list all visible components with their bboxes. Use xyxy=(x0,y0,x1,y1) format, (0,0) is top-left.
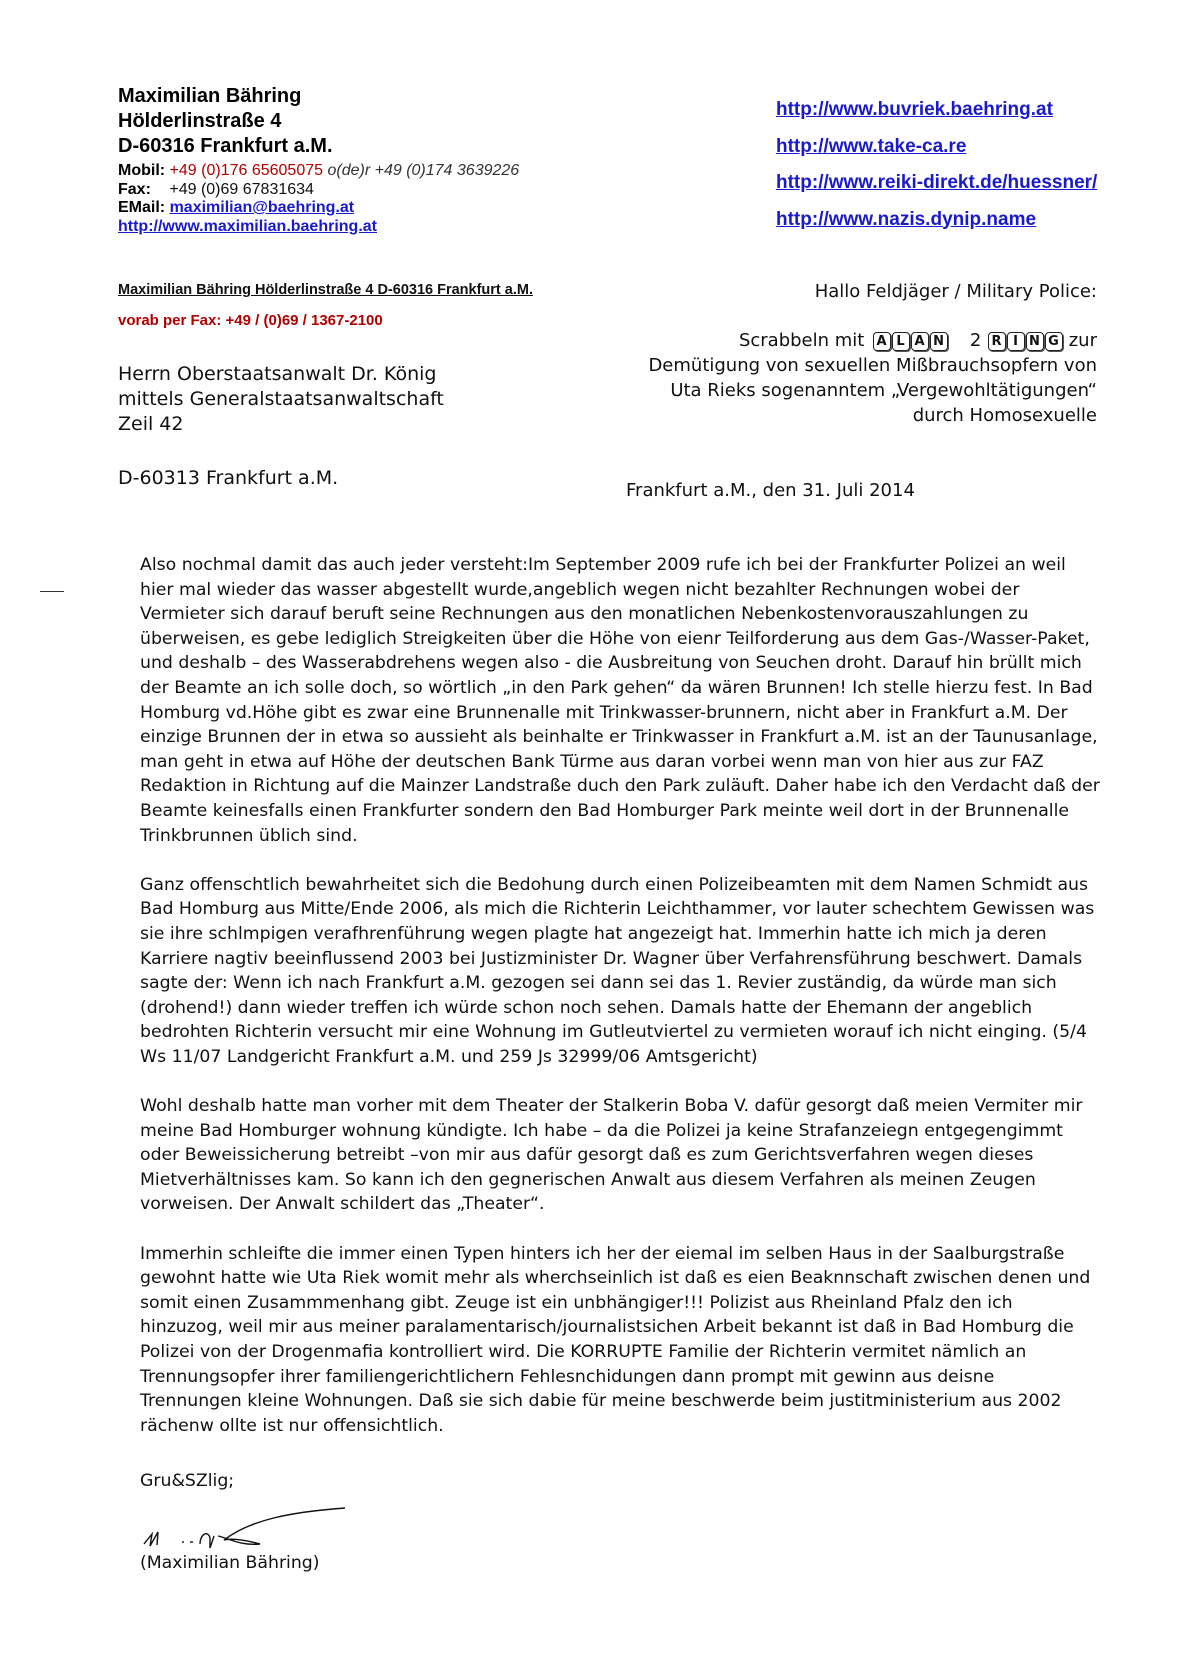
scrabble-tile: I xyxy=(1007,332,1025,351)
fax-label: Fax: xyxy=(118,180,151,198)
mobile-line xyxy=(118,162,519,181)
recipient-line-2: mittels Generalstaatsanwaltschaft xyxy=(118,388,444,410)
paragraph-3: Wohl deshalb hatte man vorher mit dem Theater der Stalkerin Boba V. dafür gesorgt daß meien Vermiter mir meine Bad Homburger wohnung kündigte. Ich habe – da die Polizei ja keine Strafanzeiegn entgegengimmt oder Beweissicherung betreibt –von mir aus dafür gesorgt daß es zum Gerichtsverfahren wegen dieses Mietverhältnisses kam. So kann ich den gegnerischen Anwalt aus diesem Verfahren als meinen Zeugen vorweisen. Der Anwalt schildert das „Theater“. xyxy=(140,1096,1083,1215)
sender-block xyxy=(118,84,333,159)
link-buvriek[interactable]: http://www.buvriek.baehring.at xyxy=(776,99,1053,120)
email-line xyxy=(118,199,519,218)
scrabble-word-1 xyxy=(872,330,954,351)
email-link[interactable]: maximilian@baehring.at xyxy=(169,199,355,216)
mobile-number-1: +49 (0)176 65605075 xyxy=(169,162,324,179)
scrabble-tile: A xyxy=(911,332,929,351)
subject-line-4: durch Homosexuelle xyxy=(912,405,1097,426)
paragraph-4: Immerhin schleifte die immer einen Typen hinters ich her der eiemal im selben Haus in der Saalburgstraße gewohnt hatte wie Uta Riek womit mehr als wherchseinlich ist daß es eien Beaknnschaft zwischen denen und somit einen Zusammmenhang gibt. Zeuge ist ein unbhängiger!!! Polizist aus Rheinland Pfalz den ich hinzuzog, weil mir aus meiner paralamentarisch/journalistsichen Arbeit bekannt ist daß in Bad Homburg die Polizei von der Drogenmafia kontrolliert wird. Die KORRUPTE Familie der Richterin vermitet nämlich an Trennungsopfer ihrer familiengerichtlichern Fehlesnchidungen dann prompt mit gewinn aus deisne Trennungen kleine Wohnungen. Daß sie sich dabie für meine beschwerde beim justitministerium aus 2002 rächenw ollte ist nur offensichtlich. xyxy=(140,1243,1091,1436)
signature-name: (Maximilian Bähring) xyxy=(140,1553,320,1573)
return-address: Maximilian Bähring Hölderlinstraße 4 D-60316 Frankfurt a.M. xyxy=(118,282,533,298)
sender-contact xyxy=(118,162,519,236)
link-take-care[interactable]: http://www.take-ca.re xyxy=(776,135,967,157)
subject-line-3: Uta Rieks sogenanntem „Vergewohltätigungen“ xyxy=(670,380,1097,401)
paragraph-1: Also nochmal damit das auch jeder versteht:Im September 2009 rufe ich bei der Frankfurter Polizei an weil hier mal wieder das wasser abgestellt wurde,angeblich wegen nicht bezahlter Rechnungen wobei der Vermieter sich darauf beruft seine Rechnungen aus den monatlichen Nebenkostenvorauszahlungen zu überweisen, es gebe lediglich Streigkeiten über die Höhe von eienr Teilforderung aus dem Gas-/Wasser-Paket, und deshalb – des Wasserabdrehens wegen also - die Ausbreitung von Seuchen droht. Darauf hin brüllt mich der Beamte an ich solle doch, so wörtlich „in den Park gehen“ da wären Brunnen! Ich stelle hierzu fest. In Bad Homburg vd.Höhe gibt es zwar eine Brunnenalle mit Trinkwasser-brunnern, nicht aber in Frankfurt a.M. Der einzige Brunnen der in etwa so aussieht als beinhalte er Trinkwasser in Frankfurt a.M. ist an der Taunusanlage, man geht in etwa auf Höhe der deutschen Bank Türme aus daran vorbei wenn man von hier aus zur FAZ Redaktion in Richtung auf die Mainzer Landstraße duch den Park zuläuft. Daher habe ich den Verdacht daß der Beamte keinesfalls einen Frankfurter sondern den Bad Homburger Park meinte weil dort in der Brunnenalle Trinkbrunnen üblich sind. xyxy=(140,555,1100,846)
links-block xyxy=(776,92,1097,238)
handwritten-signature xyxy=(140,1498,350,1558)
scrabble-tile: G xyxy=(1045,332,1063,351)
mobile-label: Mobil: xyxy=(118,162,166,179)
subject-number: 2 xyxy=(969,330,982,351)
subject-line-1 xyxy=(577,328,1097,353)
recipient-line-3: Zeil 42 xyxy=(118,413,184,435)
fax-number: +49 (0)69 67831634 xyxy=(169,180,314,198)
paragraph-2: Ganz offenschtlich bewahrheitet sich die Bedohung durch einen Polizeibeamten mit dem Namen Schmidt aus Bad Homburg aus Mitte/Ende 2006, als mich die Richterin Leichthammer, vor lauter schechtem Gewissen was sie ihre schlmpigen verafhrenführung wegen plagte hat angezeigt hat. Immerhin hatte ich mich ja deren Karriere nagtiv beeinflussend 2003 bei Justizminister Dr. Wagner über Verfahrensführung beschwert. Damals sagte der: Wenn ich nach Frankfurt a.M. gezogen sei dann sei das 1. Revier zuständig, da würde man sich (drohend!) dann wieder treffen ich würde schon noch sehen. Damals hatte der Ehemann der angeblich bedrohten Richterin versucht mir eine Wohnung im Gutleutviertel zu vermieten worauf ich nicht einging. (5/4 Ws 11/07 Landgericht Frankfurt a.M. und 259 Js 32999/06 Amtsgericht) xyxy=(140,874,1095,1067)
scrabble-tile: R xyxy=(988,332,1006,351)
subject-suffix: zur xyxy=(1068,330,1097,351)
subject-prefix: Scrabbeln mit xyxy=(738,330,865,351)
subject-block xyxy=(577,328,1097,428)
fold-mark xyxy=(40,591,64,592)
sender-name: Maximilian Bähring xyxy=(118,85,302,107)
link-reiki[interactable]: http://www.reiki-direkt.de/huessner/ xyxy=(776,172,1098,193)
fax-notice: vorab per Fax: +49 / (0)69 / 1367-2100 xyxy=(118,312,383,329)
link-nazis[interactable]: http://www.nazis.dynip.name xyxy=(776,208,1037,230)
website-link[interactable]: http://www.maximilian.baehring.at xyxy=(118,217,377,235)
subject-line-2: Demütigung von sexuellen Mißbrauchsopfern von xyxy=(648,355,1097,376)
scrabble-tile: N xyxy=(1026,332,1044,351)
scrabble-tile: L xyxy=(892,332,910,351)
recipient-city: D-60313 Frankfurt a.M. xyxy=(118,467,339,489)
mobile-separator: o(de)r xyxy=(327,162,371,179)
scrabble-word-2 xyxy=(987,330,1069,351)
scrabble-tile: A xyxy=(873,332,891,351)
recipient-line-1: Herrn Oberstaatsanwalt Dr. König xyxy=(118,363,437,385)
greeting: Hallo Feldjäger / Military Police: xyxy=(814,281,1097,302)
sender-street: Hölderlinstraße 4 xyxy=(118,110,282,132)
letter-body xyxy=(140,553,1100,1463)
sender-city: D-60316 Frankfurt a.M. xyxy=(118,135,333,157)
fax-line xyxy=(118,181,519,200)
recipient-address xyxy=(118,362,444,437)
scrabble-tile: N xyxy=(930,332,948,351)
mobile-number-2: +49 (0)174 3639226 xyxy=(374,162,520,179)
closing: Gru&SZlig; xyxy=(140,1471,235,1491)
letter-date: Frankfurt a.M., den 31. Juli 2014 xyxy=(626,480,915,501)
email-label: EMail: xyxy=(118,199,166,216)
